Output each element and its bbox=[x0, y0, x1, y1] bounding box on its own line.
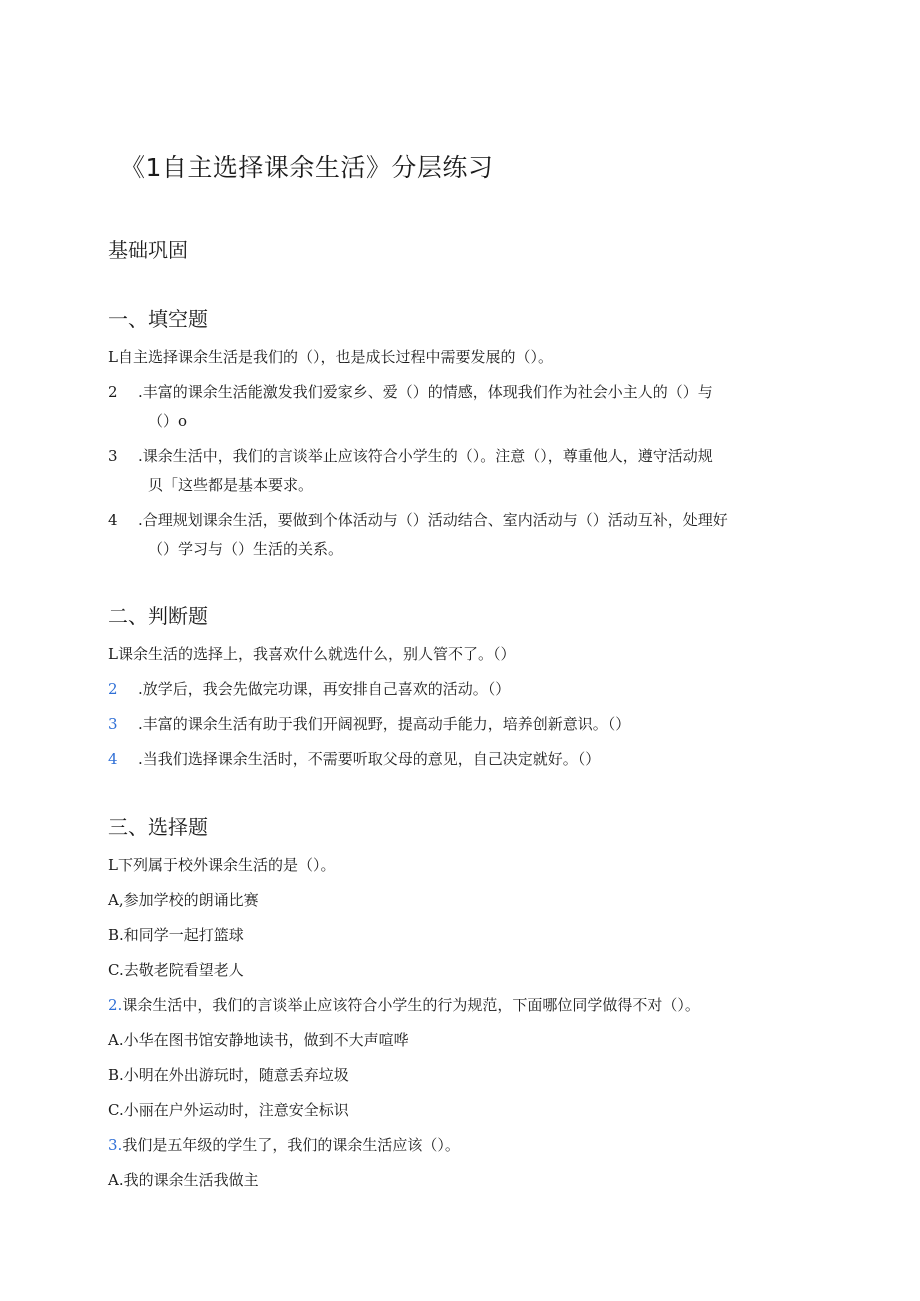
question-number: 3 bbox=[108, 447, 118, 465]
fill-blank-q3-continuation: 贝「这些都是基本要求。 bbox=[148, 476, 314, 494]
judge-q3 bbox=[108, 713, 630, 734]
question-text: 我们是五年级的学生了，我们的课余生活应该（）。 bbox=[122, 1136, 460, 1154]
fill-blank-q1: L自主选择课余生活是我们的（），也是成长过程中需要发展的（）。 bbox=[108, 348, 553, 366]
question-number: 4 bbox=[108, 750, 118, 768]
question-text: .当我们选择课余生活时，不需要听取父母的意见，自己决定就好。（） bbox=[138, 750, 601, 768]
question-number: 2 bbox=[108, 680, 118, 698]
question-number: 3 bbox=[108, 715, 118, 733]
choice-q2 bbox=[108, 994, 700, 1015]
choice-heading: 三、选择题 bbox=[108, 815, 208, 839]
judge-q4 bbox=[108, 748, 600, 769]
fill-blank-q2-continuation: （）o bbox=[148, 412, 188, 430]
question-text: .合理规划课余生活，要做到个体活动与（）活动结合、室内活动与（）活动互补，处理好 bbox=[138, 511, 728, 529]
choice-q1-option-b: B.和同学一起打篮球 bbox=[108, 926, 244, 944]
question-number: 4 bbox=[108, 511, 118, 529]
page-title: 《1自主选择课余生活》分层练习 bbox=[120, 153, 494, 182]
question-text: .丰富的课余生活有助于我们开阔视野，提高动手能力，培养创新意识。（） bbox=[138, 715, 631, 733]
choice-q1-option-c: C.去敬老院看望老人 bbox=[108, 961, 244, 979]
question-text: .课余生活中，我们的言谈举止应该符合小学生的（）。注意（），尊重他人，遵守活动规 bbox=[138, 447, 713, 465]
level-heading: 基础巩固 bbox=[108, 238, 188, 262]
fill-blank-q4-continuation: （）学习与（）生活的关系。 bbox=[148, 540, 344, 558]
question-number: 3. bbox=[108, 1136, 123, 1154]
question-text: 课余生活中，我们的言谈举止应该符合小学生的行为规范，下面哪位同学做得不对（）。 bbox=[122, 996, 700, 1014]
choice-q1-option-a: A,参加学校的朗诵比赛 bbox=[108, 891, 259, 909]
fill-blank-heading: 一、填空题 bbox=[108, 307, 208, 331]
fill-blank-q3 bbox=[108, 445, 713, 466]
question-number: 2. bbox=[108, 996, 123, 1014]
judge-q1: L课余生活的选择上，我喜欢什么就选什么，别人管不了。（） bbox=[108, 645, 516, 663]
choice-q3-option-a: A.我的课余生活我做主 bbox=[108, 1171, 259, 1189]
question-text: .放学后，我会先做完功课，再安排自己喜欢的活动。（） bbox=[138, 680, 511, 698]
question-number: 2 bbox=[108, 383, 118, 401]
choice-q3 bbox=[108, 1134, 460, 1155]
fill-blank-q2 bbox=[108, 381, 713, 402]
judge-q2 bbox=[108, 678, 510, 699]
choice-q2-option-c: C.小丽在户外运动时，注意安全标识 bbox=[108, 1101, 349, 1119]
choice-q2-option-b: B.小明在外出游玩时，随意丢弃垃圾 bbox=[108, 1066, 349, 1084]
judge-heading: 二、判断题 bbox=[108, 604, 208, 628]
choice-q1: L下列属于校外课余生活的是（）。 bbox=[108, 856, 336, 874]
choice-q2-option-a: A.小华在图书馆安静地读书，做到不大声喧哗 bbox=[108, 1031, 409, 1049]
fill-blank-q4 bbox=[108, 509, 728, 530]
question-text: .丰富的课余生活能激发我们爱家乡、爱（）的情感，体现我们作为社会小主人的（）与 bbox=[138, 383, 713, 401]
